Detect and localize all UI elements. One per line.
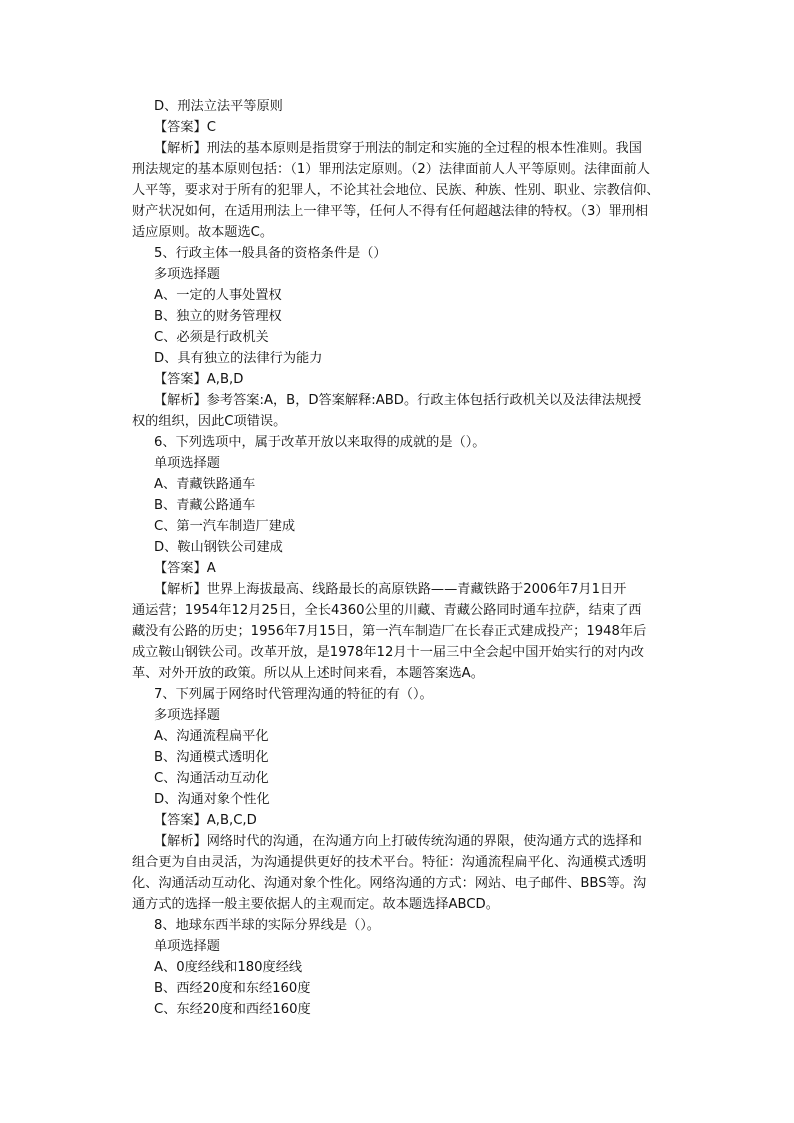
q4-option-d: D、刑法立法平等原则 — [154, 99, 283, 114]
q5-option-c: C、必须是行政机关 — [154, 330, 269, 345]
q6-analysis-line-3: 藏没有公路的历史；1956年7月15日，第一汽车制造厂在长春正式建成投产；1948年后 — [132, 624, 647, 639]
q5-type: 多项选择题 — [154, 267, 220, 282]
q8-question: 8、地球东西半球的实际分界线是（）。 — [154, 918, 380, 933]
q5-question: 5、行政主体一般具备的资格条件是（） — [154, 246, 387, 261]
q5-option-d: D、具有独立的法律行为能力 — [154, 351, 323, 366]
q5-option-b: B、独立的财务管理权 — [154, 309, 282, 324]
q4-answer — [154, 118, 216, 139]
q6-analysis-line-2: 通运营；1954年12月25日，全长4360公里的川藏、青藏公路同时通车拉萨，结束了西 — [132, 603, 642, 618]
q4-analysis-line-2: 刑法规定的基本原则包括：（1）罪刑法定原则。（2）法律面前人人平等原则。法律面前人 — [132, 162, 650, 177]
q7-analysis-line-2: 组合更为自由灵活，为沟通提供更好的技术平台。特征：沟通流程扁平化、沟通模式透明 — [132, 855, 647, 870]
q8-type: 单项选择题 — [154, 939, 220, 954]
analysis-label: 【解析】 — [154, 141, 207, 156]
q6-option-d: D、鞍山钢铁公司建成 — [154, 540, 283, 555]
q7-option-b: B、沟通模式透明化 — [154, 750, 269, 765]
q6-analysis-line-5: 革、对外开放的政策。所以从上述时间来看，本题答案选A。 — [132, 666, 484, 681]
q7-option-c: C、沟通活动互动化 — [154, 771, 269, 786]
q7-option-d: D、沟通对象个性化 — [154, 792, 270, 807]
q7-question: 7、下列属于网络时代管理沟通的特征的有（）。 — [154, 687, 433, 702]
q6-type: 单项选择题 — [154, 456, 220, 471]
q5-option-a: A、一定的人事处置权 — [154, 288, 282, 303]
answer-value: C — [206, 120, 216, 135]
analysis-text: 参考答案:A，B，D答案解释:ABD。行政主体包括行政机关以及法律法规授 — [206, 393, 642, 408]
answer-label: 【答案】 — [154, 561, 207, 576]
answer-value: A,B,C,D — [206, 813, 257, 828]
q7-answer — [154, 811, 257, 832]
analysis-label: 【解析】 — [154, 393, 207, 408]
q6-option-a: A、青藏铁路通车 — [154, 477, 256, 492]
q4-analysis-line-5: 适应原则。故本题选C。 — [132, 225, 274, 240]
q6-answer — [154, 559, 216, 580]
q7-analysis-line-4: 通方式的选择一般主要依据人的主观而定。故本题选择ABCD。 — [132, 897, 499, 912]
q8-option-c: C、东经20度和西经160度 — [154, 1002, 311, 1017]
q7-analysis-line-1 — [154, 832, 642, 853]
q8-option-b: B、西经20度和东经160度 — [154, 981, 311, 996]
analysis-label: 【解析】 — [154, 582, 207, 597]
analysis-label: 【解析】 — [154, 834, 207, 849]
q5-answer — [154, 370, 243, 391]
q8-option-a: A、0度经线和180度经线 — [154, 960, 303, 975]
answer-label: 【答案】 — [154, 120, 207, 135]
answer-value: A — [206, 561, 216, 576]
analysis-text: 网络时代的沟通，在沟通方向上打破传统沟通的界限，使沟通方式的选择和 — [206, 834, 642, 849]
q7-type: 多项选择题 — [154, 708, 220, 723]
answer-value: A,B,D — [206, 372, 244, 387]
q4-analysis-line-3: 人平等，要求对于所有的犯罪人，不论其社会地位、民族、种族、性别、职业、宗教信仰、 — [132, 183, 660, 198]
q5-analysis-line-1 — [154, 391, 641, 412]
q6-question: 6、下列选项中，属于改革开放以来取得的成就的是（）。 — [154, 435, 486, 450]
q6-analysis-line-4: 成立鞍山钢铁公司。改革开放，是1978年12月十一届三中全会起中国开始实行的对内改 — [132, 645, 644, 660]
q4-analysis-line-1 — [154, 139, 642, 160]
q6-option-b: B、青藏公路通车 — [154, 498, 256, 513]
q4-analysis-line-4: 财产状况如何，在适用刑法上一律平等，任何人不得有任何超越法律的特权。（3）罪刑相 — [132, 204, 649, 219]
analysis-text: 刑法的基本原则是指贯穿于刑法的制定和实施的全过程的根本性准则。我国 — [206, 141, 642, 156]
q6-option-c: C、第一汽车制造厂建成 — [154, 519, 296, 534]
analysis-text: 世界上海拔最高、线路最长的高原铁路——青藏铁路于2006年7月1日开 — [206, 582, 627, 597]
q5-analysis-line-2: 权的组织，因此C项错误。 — [132, 414, 287, 429]
answer-label: 【答案】 — [154, 372, 207, 387]
q7-option-a: A、沟通流程扁平化 — [154, 729, 269, 744]
q6-analysis-line-1 — [154, 580, 626, 601]
answer-label: 【答案】 — [154, 813, 207, 828]
q7-analysis-line-3: 化、沟通活动互动化、沟通对象个性化。网络沟通的方式：网站、电子邮件、BBS等。沟 — [132, 876, 647, 891]
